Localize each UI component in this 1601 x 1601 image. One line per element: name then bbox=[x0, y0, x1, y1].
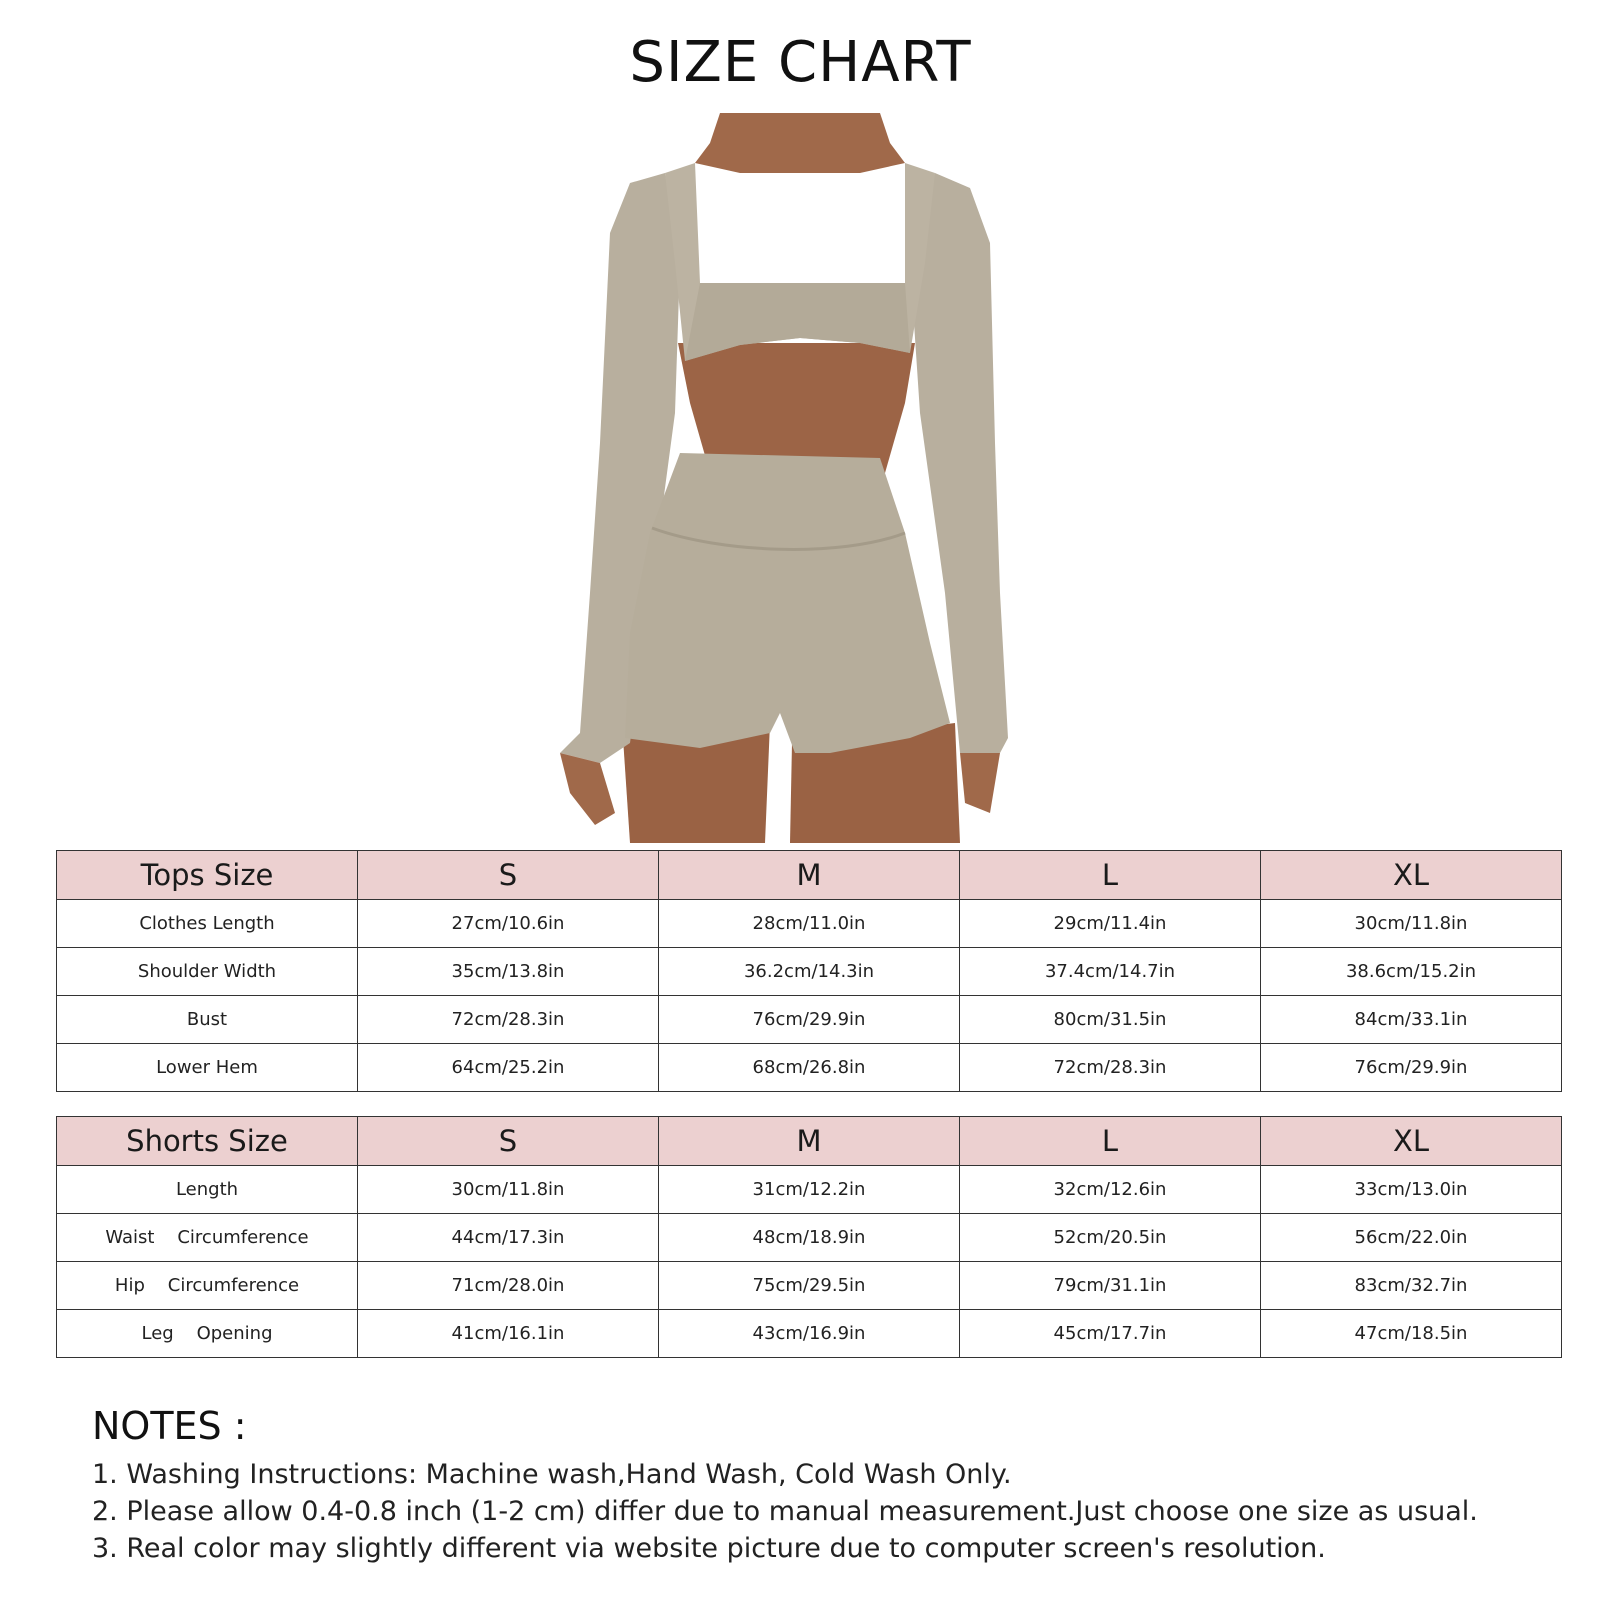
size-xl-header: XL bbox=[1261, 851, 1562, 900]
note-item: 2. Please allow 0.4-0.8 inch (1-2 cm) differ due to manual measurement.Just choose one size as usual. bbox=[92, 1496, 1478, 1527]
table-cell: 72cm/28.3in bbox=[358, 996, 659, 1044]
tops-size-table bbox=[56, 850, 1562, 1092]
product-photo bbox=[560, 113, 1040, 843]
measurement-label: Waist Circumference bbox=[57, 1214, 358, 1262]
table-cell: 75cm/29.5in bbox=[659, 1262, 960, 1310]
measurement-label: Clothes Length bbox=[57, 900, 358, 948]
table-cell: 72cm/28.3in bbox=[960, 1044, 1261, 1092]
table-cell: 52cm/20.5in bbox=[960, 1214, 1261, 1262]
model-midriff-skin bbox=[678, 343, 915, 473]
table-cell: 76cm/29.9in bbox=[1261, 1044, 1562, 1092]
table-cell: 45cm/17.7in bbox=[960, 1310, 1261, 1358]
table-cell: 83cm/32.7in bbox=[1261, 1262, 1562, 1310]
model-neck-skin bbox=[695, 113, 905, 173]
size-s-header: S bbox=[358, 851, 659, 900]
table-row bbox=[57, 900, 1562, 948]
size-l-header: L bbox=[960, 851, 1261, 900]
table-header-row bbox=[57, 1117, 1562, 1166]
table-cell: 48cm/18.9in bbox=[659, 1214, 960, 1262]
table-cell: 31cm/12.2in bbox=[659, 1166, 960, 1214]
size-s-header: S bbox=[358, 1117, 659, 1166]
table-cell: 44cm/17.3in bbox=[358, 1214, 659, 1262]
table-cell: 36.2cm/14.3in bbox=[659, 948, 960, 996]
measurement-label: Length bbox=[57, 1166, 358, 1214]
table-cell: 71cm/28.0in bbox=[358, 1262, 659, 1310]
page-title: SIZE CHART bbox=[629, 30, 972, 95]
size-xl-header: XL bbox=[1261, 1117, 1562, 1166]
notes-section bbox=[92, 1404, 1572, 1567]
table-cell: 32cm/12.6in bbox=[960, 1166, 1261, 1214]
table-cell: 64cm/25.2in bbox=[358, 1044, 659, 1092]
tops-size-header: Tops Size bbox=[57, 851, 358, 900]
table-cell: 27cm/10.6in bbox=[358, 900, 659, 948]
note-item: 3. Real color may slightly different via website picture due to computer screen's resolution. bbox=[92, 1533, 1326, 1564]
table-cell: 33cm/13.0in bbox=[1261, 1166, 1562, 1214]
table-cell: 43cm/16.9in bbox=[659, 1310, 960, 1358]
table-cell: 38.6cm/15.2in bbox=[1261, 948, 1562, 996]
right-hand bbox=[960, 753, 1000, 813]
size-m-header: M bbox=[659, 851, 960, 900]
table-cell: 35cm/13.8in bbox=[358, 948, 659, 996]
table-row bbox=[57, 1310, 1562, 1358]
shorts-size-table bbox=[56, 1116, 1562, 1358]
model-outfit-illustration bbox=[560, 113, 1040, 843]
table-row bbox=[57, 1044, 1562, 1092]
table-cell: 84cm/33.1in bbox=[1261, 996, 1562, 1044]
table-cell: 30cm/11.8in bbox=[1261, 900, 1562, 948]
table-row bbox=[57, 1214, 1562, 1262]
table-row bbox=[57, 948, 1562, 996]
high-waist-shorts bbox=[625, 453, 950, 753]
table-cell: 29cm/11.4in bbox=[960, 900, 1261, 948]
table-cell: 80cm/31.5in bbox=[960, 996, 1261, 1044]
notes-list bbox=[92, 1456, 1572, 1567]
table-row bbox=[57, 1166, 1562, 1214]
table-cell: 28cm/11.0in bbox=[659, 900, 960, 948]
measurement-label: Bust bbox=[57, 996, 358, 1044]
table-row bbox=[57, 1262, 1562, 1310]
table-cell: 41cm/16.1in bbox=[358, 1310, 659, 1358]
table-cell: 47cm/18.5in bbox=[1261, 1310, 1562, 1358]
note-item: 1. Washing Instructions: Machine wash,Hand Wash, Cold Wash Only. bbox=[92, 1459, 1012, 1490]
table-cell: 56cm/22.0in bbox=[1261, 1214, 1562, 1262]
measurement-label: Hip Circumference bbox=[57, 1262, 358, 1310]
shorts-size-header: Shorts Size bbox=[57, 1117, 358, 1166]
left-hand bbox=[560, 753, 615, 825]
measurement-label: Leg Opening bbox=[57, 1310, 358, 1358]
notes-title: NOTES : bbox=[92, 1404, 247, 1448]
table-cell: 68cm/26.8in bbox=[659, 1044, 960, 1092]
table-header-row bbox=[57, 851, 1562, 900]
table-cell: 76cm/29.9in bbox=[659, 996, 960, 1044]
size-l-header: L bbox=[960, 1117, 1261, 1166]
table-cell: 37.4cm/14.7in bbox=[960, 948, 1261, 996]
table-cell: 79cm/31.1in bbox=[960, 1262, 1261, 1310]
measurement-label: Lower Hem bbox=[57, 1044, 358, 1092]
table-row bbox=[57, 996, 1562, 1044]
size-m-header: M bbox=[659, 1117, 960, 1166]
table-cell: 30cm/11.8in bbox=[358, 1166, 659, 1214]
measurement-label: Shoulder Width bbox=[57, 948, 358, 996]
